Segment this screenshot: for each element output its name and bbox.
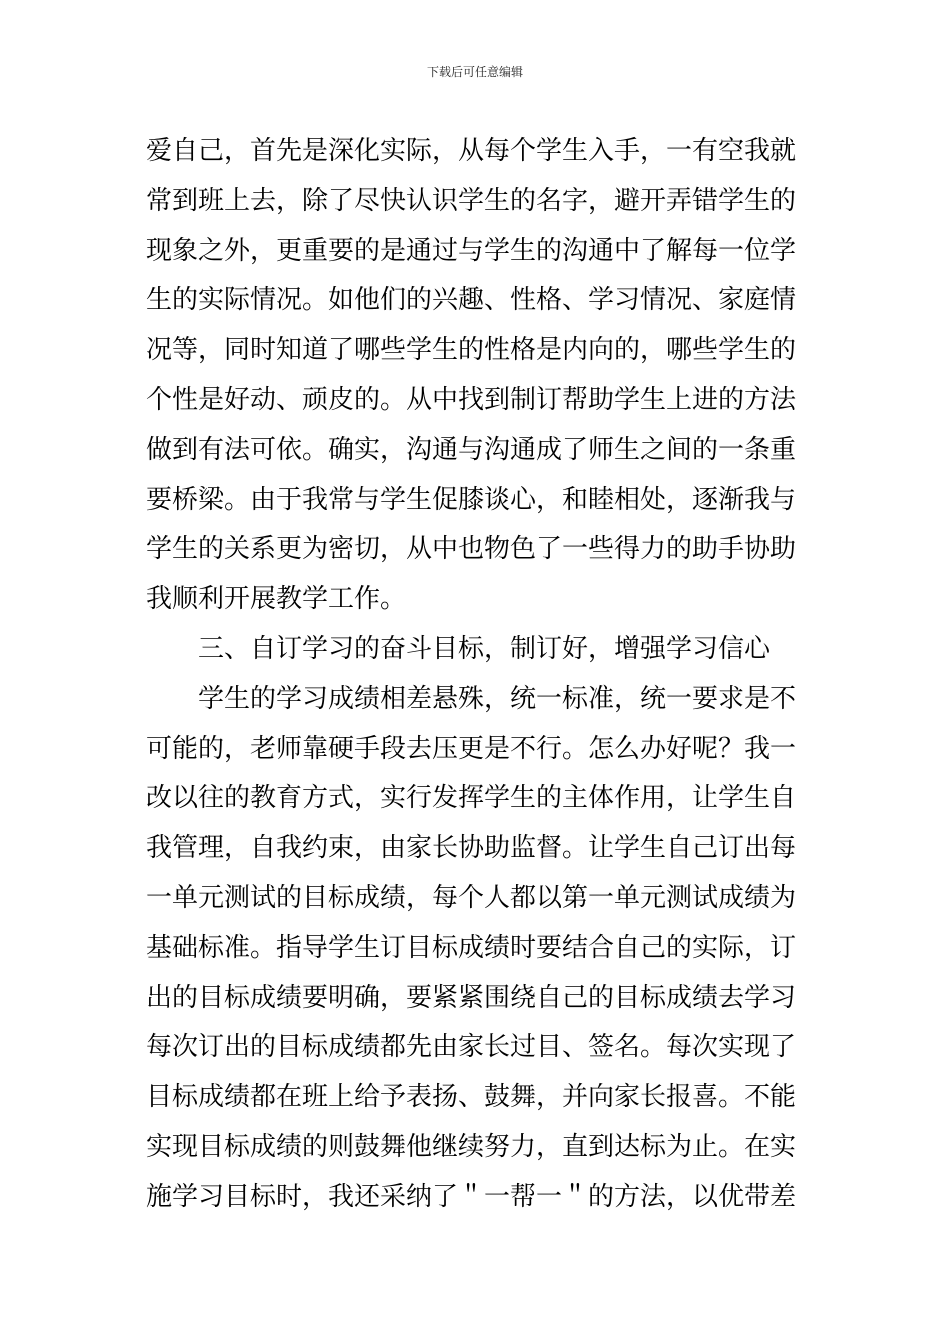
- text-line: 出的目标成绩要明确，要紧紧围绕自己的目标成绩去学习: [146, 982, 797, 1013]
- text-line: 生的实际情况。如他们的兴趣、性格、学习情况、家庭情: [146, 285, 797, 316]
- text-line: 个性是好动、顽皮的。从中找到制订帮助学生上进的方法: [146, 384, 797, 415]
- text-line: 学生的学习成绩相差悬殊，统一标准，统一要求是不: [198, 683, 797, 714]
- text-line: 爱自己，首先是深化实际，从每个学生入手，一有空我就: [146, 136, 797, 166]
- text-line: 实现目标成绩的则鼓舞他继续努力，直到达标为止。在实: [146, 1131, 797, 1162]
- text-line: 况等，同时知道了哪些学生的性格是内向的，哪些学生的: [146, 335, 797, 366]
- text-line: 基础标准。指导学生订目标成绩时要结合自己的实际，订: [146, 932, 797, 963]
- text-line: 改以往的教育方式，实行发挥学生的主体作用，让学生自: [146, 783, 797, 814]
- text-line: 目标成绩都在班上给予表扬、鼓舞，并向家长报喜。不能: [146, 1082, 797, 1113]
- text-line: 可能的，老师靠硬手段去压更是不行。怎么办好呢？我一: [146, 733, 797, 764]
- text-line: 要桥梁。由于我常与学生促膝谈心，和睦相处，逐渐我与: [146, 484, 797, 515]
- text-line: 现象之外，更重要的是通过与学生的沟通中了解每一位学: [146, 235, 797, 266]
- text-line: 常到班上去，除了尽快认识学生的名字，避开弄错学生的: [146, 185, 797, 216]
- text-line: 每次订出的目标成绩都先由家长过目、签名。每次实现了: [146, 1032, 797, 1063]
- text-line: 一单元测试的目标成绩，每个人都以第一单元测试成绩为: [146, 882, 797, 913]
- text-line: 我顺利开展教学工作。: [146, 584, 407, 615]
- text-line: 做到有法可依。确实，沟通与沟通成了师生之间的一条重: [146, 434, 797, 465]
- text-line: 学生的关系更为密切，从中也物色了一些得力的助手协助: [146, 534, 797, 565]
- page-header-note: 下载后可任意编辑: [426, 65, 523, 79]
- document-body: [146, 127, 812, 1223]
- text-line: 施学习目标时，我还采纳了＂一帮一＂的方法，以优带差: [146, 1181, 797, 1212]
- section-heading: 三、自订学习的奋斗目标，制订好，增强学习信心: [198, 633, 771, 664]
- text-line: 我管理，自我约束，由家长协助监督。让学生自己订出每: [146, 833, 797, 864]
